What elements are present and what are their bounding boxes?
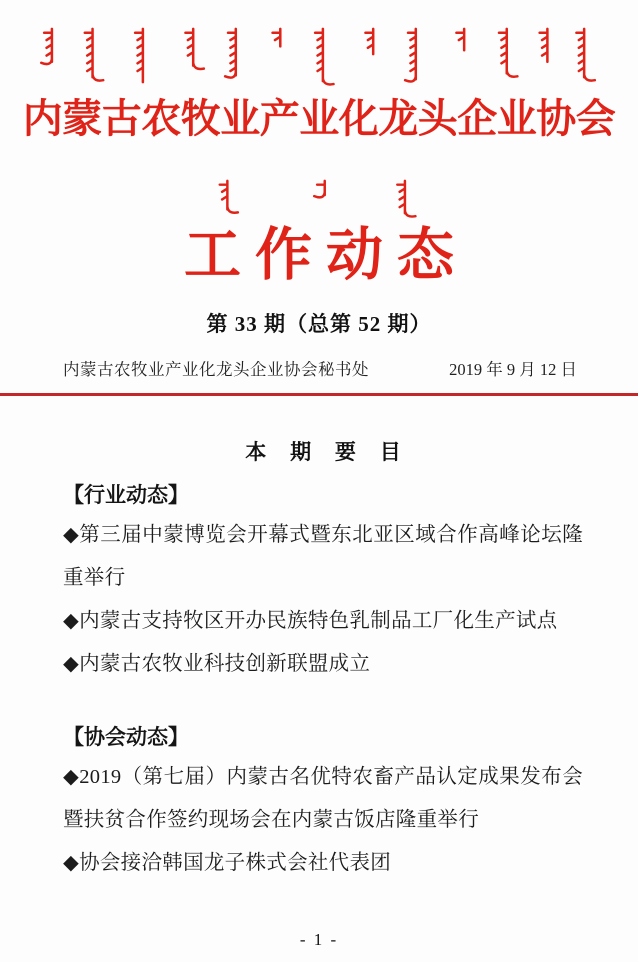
secretariat-label: 内蒙古农牧业产业化龙头企业协会秘书处 bbox=[63, 360, 369, 379]
mongolian-script-subtitle-icon bbox=[207, 178, 431, 220]
bulletin-title: 工作动态 bbox=[184, 224, 468, 287]
section-heading-association: 【协会动态】 bbox=[63, 726, 189, 749]
toc-item: ◆内蒙古支持牧区开办民族特色乳制品工厂化生产试点 bbox=[63, 610, 558, 632]
publish-date: 2019 年 9 月 12 日 bbox=[449, 360, 577, 379]
publication-row bbox=[63, 356, 577, 380]
toc-section-industry bbox=[63, 478, 583, 686]
page-number: - 1 - bbox=[299, 930, 339, 949]
toc-section-association bbox=[63, 720, 583, 885]
toc-item: ◆第三届中蒙博览会开幕式暨东北亚区域合作高峰论坛隆重举行 bbox=[63, 524, 583, 589]
mongolian-script-banner-icon bbox=[27, 26, 611, 86]
table-of-contents bbox=[0, 436, 638, 885]
org-title: 内蒙古农牧业产业化龙头企业协会 bbox=[22, 96, 616, 141]
toc-item: ◆内蒙古农牧业科技创新联盟成立 bbox=[63, 653, 371, 675]
section-heading-industry: 【行业动态】 bbox=[63, 484, 189, 507]
toc-item: ◆协会接洽韩国龙子株式会社代表团 bbox=[63, 852, 392, 874]
toc-title: 本 期 要 目 bbox=[245, 441, 410, 464]
issue-number: 第 33 期（总第 52 期） bbox=[206, 312, 432, 336]
divider-rule bbox=[0, 393, 638, 396]
toc-item: ◆2019（第七届）内蒙古名优特农畜产品认定成果发布会暨扶贫合作签约现场会在内蒙古饭店隆重举行 bbox=[63, 766, 583, 831]
